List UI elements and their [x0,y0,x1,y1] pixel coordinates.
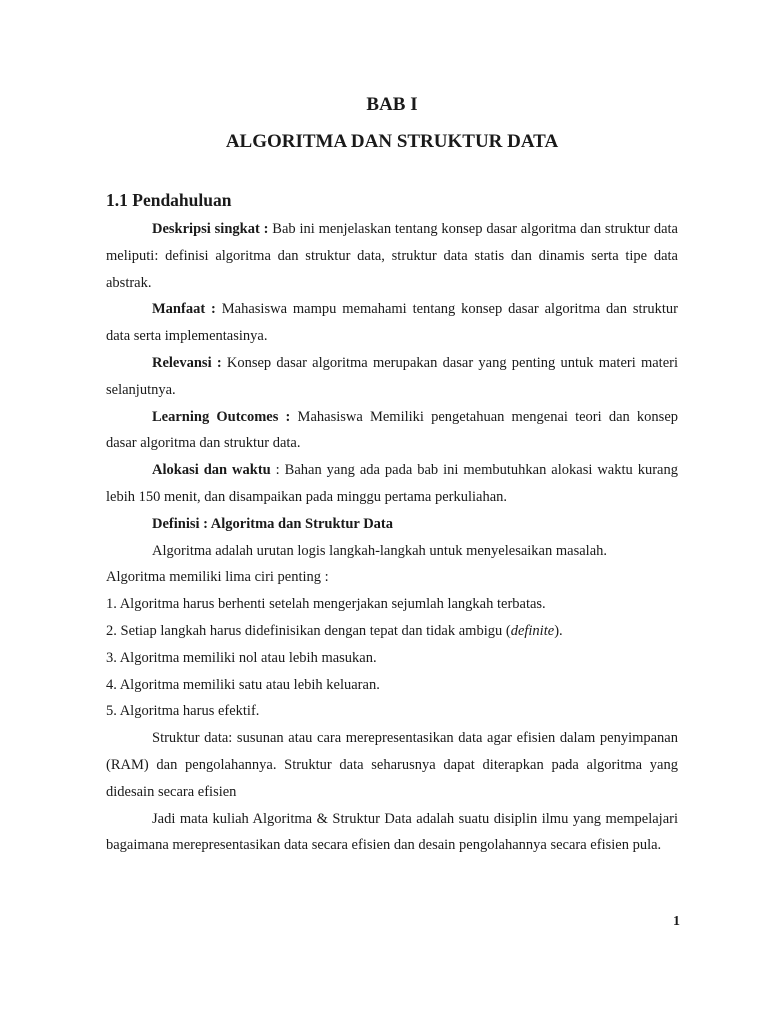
paragraph-manfaat [106,296,678,350]
relevansi-text: Konsep dasar algoritma merupakan dasar yang penting untuk materi materi selanjutnya. [106,354,679,398]
section-heading: 1.1 Pendahuluan [106,190,232,210]
paragraph-deskripsi [106,216,678,296]
list-item: 1. Algoritma harus berhenti setelah mengerjakan sejumlah langkah terbatas. [106,596,546,613]
alokasi-text: : Bahan yang ada pada bab ini membutuhkan alokasi waktu kurang lebih 150 menit, dan disampaikan pada minggu pertama perkuliahan. [106,462,678,505]
paragraph-algoritma-intro: Algoritma adalah urutan logis langkah-langkah untuk menyelesaikan masalah. [152,542,608,559]
outcomes-label: Learning Outcomes : [152,408,291,425]
body-text [106,216,678,859]
list-item-text: ). [554,622,563,639]
list-item [106,618,678,645]
paragraph-ciri-intro: Algoritma memiliki lima ciri penting : [106,569,329,586]
outcomes-text: Mahasiswa Memiliki pengetahuan mengenai teori dan konsep dasar algoritma dan struktur data. [106,408,678,452]
deskripsi-text: Bab ini menjelaskan tentang konsep dasar algoritma dan struktur data meliputi: definisi algoritma dan struktur data, struktur data statis dan dinamis serta tipe data abstrak. [106,221,678,291]
list-item: 3. Algoritma memiliki nol atau lebih masukan. [106,649,377,666]
page-number: 1 [673,914,680,929]
definite-term: definite [510,622,555,639]
list-item-text: 2. Setiap langkah harus didefinisikan dengan tepat dan tidak ambigu ( [106,622,511,639]
deskripsi-label: Deskripsi singkat : [152,221,269,237]
list-item: 5. Algoritma harus efektif. [106,703,260,720]
list-item: 4. Algoritma memiliki satu atau lebih keluaran. [106,676,380,693]
manfaat-text: Mahasiswa mampu memahami tentang konsep dasar algoritma dan struktur data serta implementasinya. [106,301,678,345]
chapter-number: BAB I [366,94,418,115]
paragraph-definisi-heading [106,511,678,538]
manfaat-label: Manfaat : [152,301,216,318]
paragraph-jadi: Jadi mata kuliah Algoritma & Struktur Data adalah suatu disiplin ilmu yang mempelajari bagaimana merepresentasikan data secara efisien dan desain pengolahannya secara efisien pula. [106,810,678,854]
paragraph-struktur-data: Struktur data: susunan atau cara merepresentasikan data agar efisien dalam penyimpanan (RAM) dan pengolahannya. Struktur data seharusnya dapat diterapkan pada algoritma yang didesain secara efisien [106,730,678,800]
paragraph-learning-outcomes [106,404,678,458]
chapter-title: ALGORITMA DAN STRUKTUR DATA [225,131,559,152]
definisi-heading: Definisi : Algoritma dan Struktur Data [152,515,394,532]
relevansi-label: Relevansi : [152,354,222,371]
paragraph-alokasi [106,457,678,511]
paragraph-relevansi [106,350,678,404]
alokasi-label: Alokasi dan waktu [152,462,271,479]
